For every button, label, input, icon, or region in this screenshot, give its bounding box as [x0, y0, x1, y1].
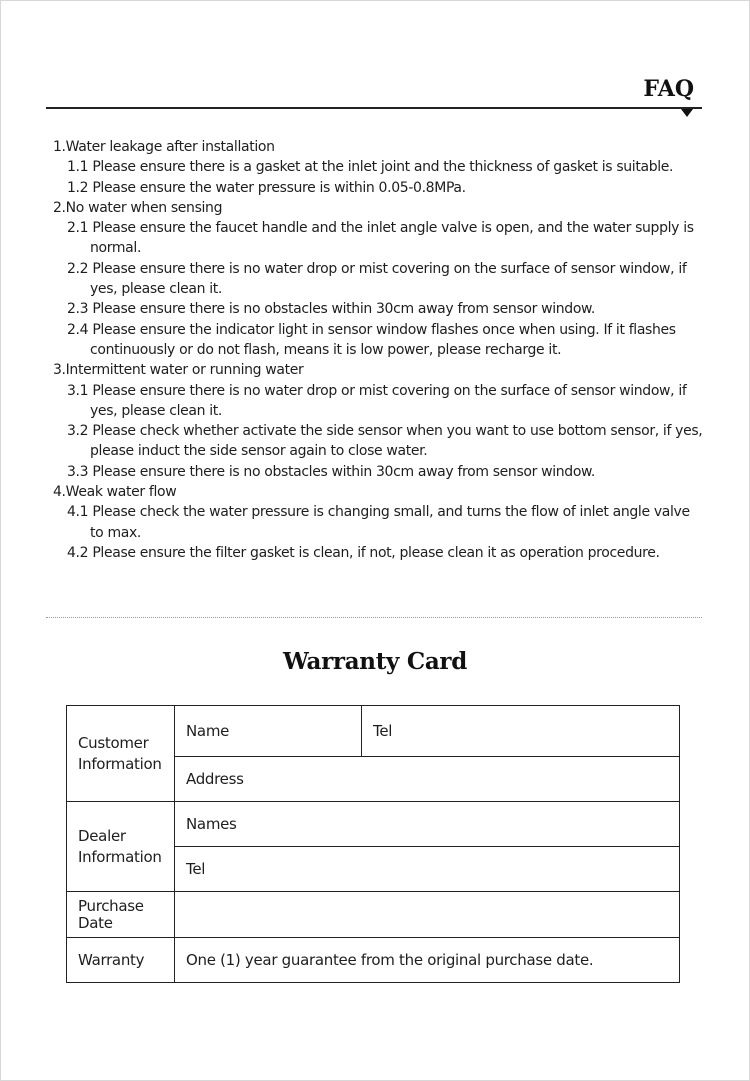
names-label: Names — [186, 815, 237, 833]
name-label: Name — [186, 722, 230, 740]
tel-label: Tel — [373, 722, 393, 740]
dealer-names-field[interactable] — [175, 802, 680, 847]
faq-answer-item: 4.1 Please check the water pressure is changing small, and turns the flow of inlet angle valve to max. — [67, 504, 690, 541]
customer-name-field[interactable] — [175, 706, 362, 757]
faq-question-1 — [53, 137, 703, 198]
faq-question-heading: 1.Water leakage after installation — [53, 139, 275, 155]
warranty-card-table — [66, 705, 680, 983]
warranty-card-title: Warranty Card — [282, 648, 468, 675]
faq-answer-item: 3.3 Please ensure there is no obstacles within 30cm away from sensor window. — [67, 463, 595, 480]
customer-address-field[interactable] — [175, 757, 680, 802]
faq-divider — [46, 107, 702, 109]
triangle-down-icon — [681, 109, 693, 117]
customer-information-label: Customer Information — [67, 706, 175, 802]
dealer-tel-label: Tel — [186, 860, 206, 878]
faq-question-2 — [53, 198, 703, 360]
faq-title: FAQ — [643, 76, 694, 102]
faq-question-heading: 4.Weak water flow — [53, 484, 177, 501]
faq-answer-item: 2.2 Please ensure there is no water drop or mist covering on the surface of sensor window, if yes, please clean it. — [67, 260, 687, 298]
faq-answer-item: 3.1 Please ensure there is no water drop or mist covering on the surface of sensor window, if yes, please clean it. — [67, 382, 687, 419]
faq-answer-item: 2.1 Please ensure the faucet handle and the inlet angle valve is open, and the water supply is normal. — [67, 220, 694, 257]
section-divider — [46, 617, 702, 618]
warranty-label: Warranty — [67, 938, 175, 983]
faq-question-heading: 2.No water when sensing — [53, 199, 223, 216]
address-label: Address — [186, 770, 244, 788]
dealer-tel-field[interactable] — [175, 847, 680, 892]
faq-answer-item: 4.2 Please ensure the filter gasket is clean, if not, please clean it as operation procedure. — [67, 544, 660, 561]
customer-tel-field[interactable] — [362, 706, 680, 757]
faq-answer-item: 2.3 Please ensure there is no obstacles within 30cm away from sensor window. — [67, 301, 595, 318]
faq-answer-item: 2.4 Please ensure the indicator light in sensor window flashes once when using. If it flashes continuously or do not flash, means it is low power, please recharge it. — [67, 321, 676, 358]
faq-answer-item: 1.2 Please ensure the water pressure is within 0.05-0.8MPa. — [67, 179, 466, 196]
purchase-date-field[interactable] — [175, 892, 680, 938]
faq-question-4 — [53, 482, 703, 563]
faq-question-heading: 3.Intermittent water or running water — [53, 362, 304, 379]
faq-answer-item: 3.2 Please check whether activate the side sensor when you want to use bottom sensor, if yes, please induct the side sensor again to close water. — [67, 423, 703, 460]
dealer-information-label: Dealer Information — [67, 802, 175, 892]
faq-answer-item: 1.1 Please ensure there is a gasket at the inlet joint and the thickness of gasket is suitable. — [67, 159, 674, 176]
purchase-date-label: Purchase Date — [67, 892, 175, 938]
faq-list — [53, 137, 703, 563]
warranty-terms: One (1) year guarantee from the original purchase date. — [175, 938, 680, 983]
faq-question-3 — [53, 360, 703, 482]
